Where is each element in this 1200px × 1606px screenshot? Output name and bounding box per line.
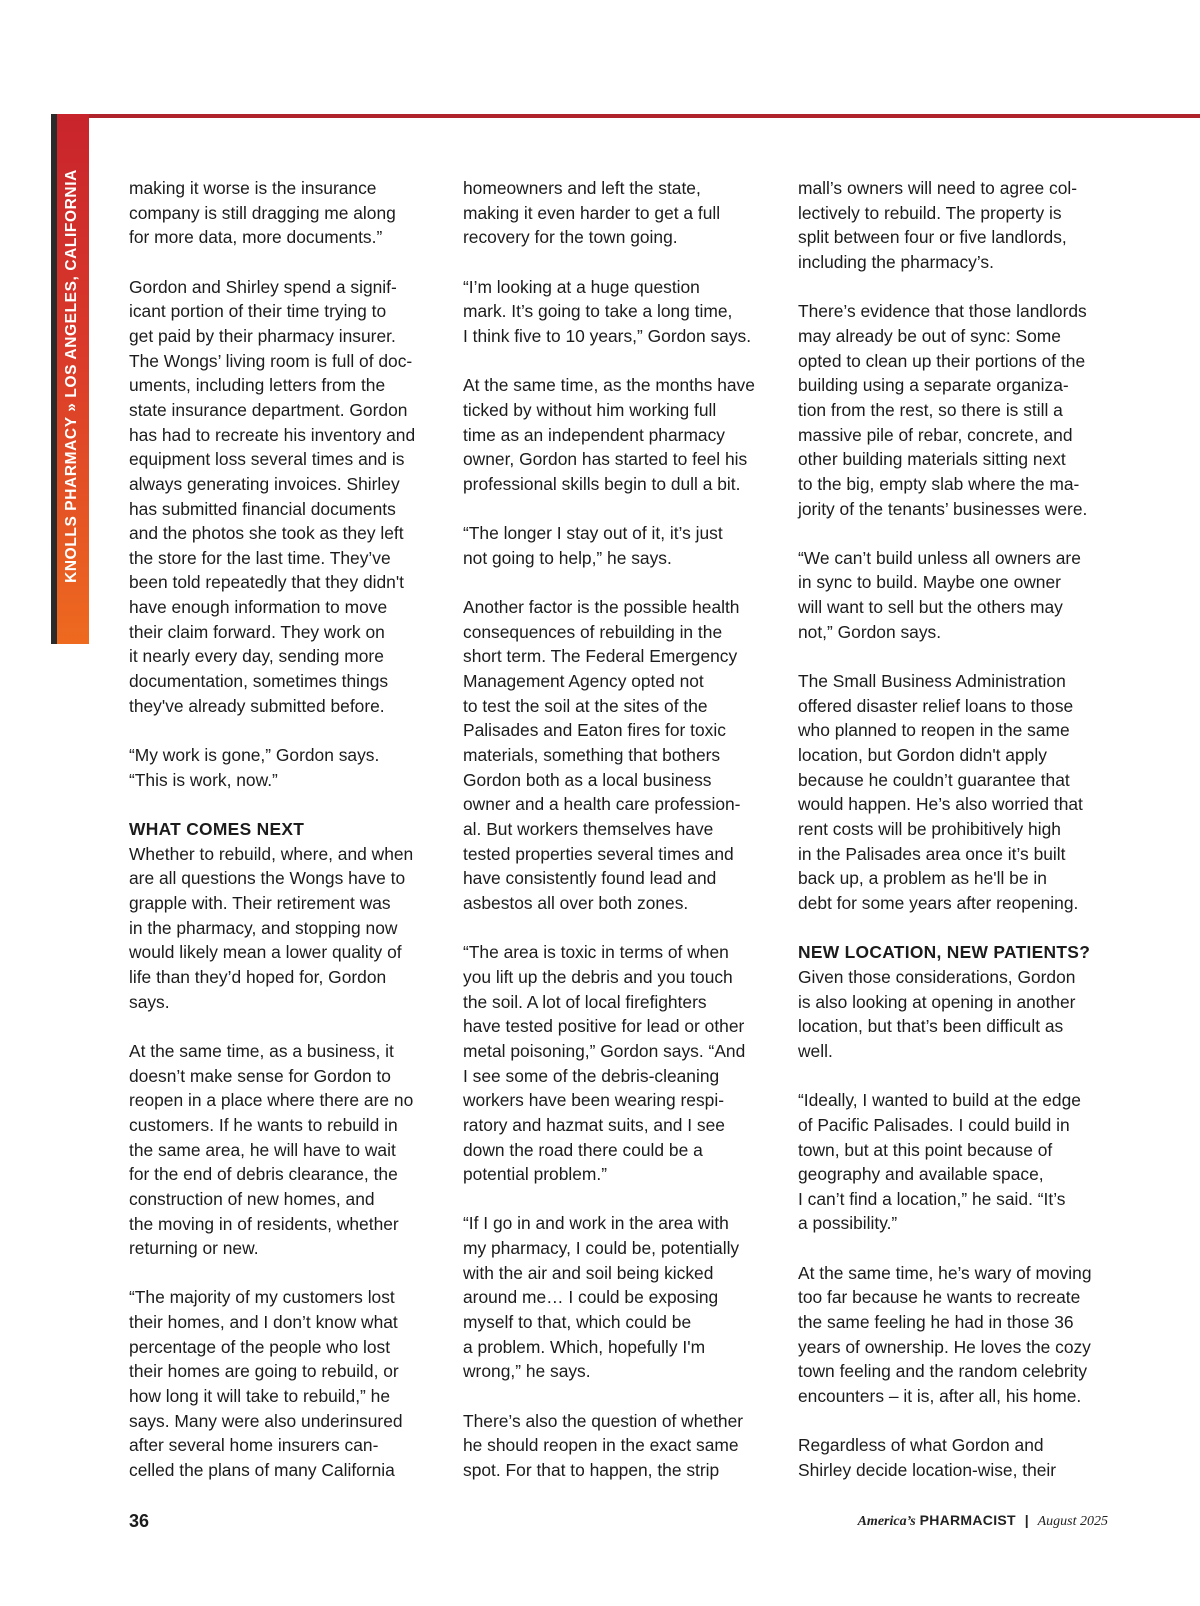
header-rule	[51, 114, 1200, 118]
paragraph: “Ideally, I wanted to build at the edge of Pacific Palisades. I could build in town, but at this point because of geography and available space, I can’t find a location,” he said. “It’s a possibility.”	[798, 1090, 1081, 1234]
paragraph: “The area is toxic in terms of when you lift up the debris and you touch the soil. A lot of local firefighters have tested positive for lead or other metal poisoning,” Gordon says. “And I see some of the debris-cleaning workers have been wearing respi- ratory and hazmat suits, and I see down the road there could be a potential problem.”	[463, 942, 746, 1185]
footer-separator: |	[1024, 1512, 1029, 1528]
paragraph: homeowners and left the state, making it even harder to get a full recovery for the town going.	[463, 178, 721, 248]
paragraph: making it worse is the insurance company is still dragging me along for more data, more documents.”	[129, 178, 396, 248]
magazine-prefix: America’s	[857, 1514, 916, 1529]
paragraph: Given those considerations, Gordon is also looking at opening in another location, but that’s been difficult as well.	[798, 966, 1076, 1061]
paragraph: At the same time, as the months have ticked by without him working full time as an independent pharmacy owner, Gordon has started to feel his professional skills begin to dull a bit.	[463, 375, 755, 494]
paragraph: The Small Business Administration offered disaster relief loans to those who planned to reopen in the same location, but Gordon didn't apply because he couldn’t guarantee that would happen. He’s also worried that rent costs will be prohibitively high in the Palisades area once it’s built back up, a problem as he'll be in debt for some years after reopening.	[798, 671, 1083, 913]
magazine-footer	[858, 1512, 1108, 1530]
article-column-1	[129, 176, 444, 1507]
section-heading: WHAT COMES NEXT	[129, 819, 305, 840]
section-heading: NEW LOCATION, NEW PATIENTS?	[798, 942, 1091, 963]
article-column-2	[463, 176, 778, 1507]
section-tab-edge	[51, 114, 57, 644]
article-column-3	[798, 176, 1113, 1507]
paragraph: Whether to rebuild, where, and when are all questions the Wongs have to grapple with. Their retirement was in the pharmacy, and stopping now would likely mean a lower quality of life than they’d hoped for, Gordon says.	[129, 843, 414, 1012]
paragraph: “My work is gone,” Gordon says. “This is work, now.”	[129, 745, 380, 790]
page-number: 36	[129, 1511, 150, 1531]
magazine-name: PHARMACIST	[919, 1512, 1016, 1528]
paragraph: Regardless of what Gordon and Shirley decide location-wise, their	[798, 1435, 1057, 1481]
paragraph: mall’s owners will need to agree col- lectively to rebuild. The property is split between four or five landlords, including the pharmacy’s.	[798, 178, 1078, 272]
paragraph: At the same time, he’s wary of moving too far because he wants to recreate the same feeling he had in those 36 years of ownership. He loves the cozy town feeling and the random celebrity encounters – it is, after all, his home.	[798, 1262, 1092, 1407]
paragraph: There’s also the question of whether he should reopen in the exact same spot. For that to happen, the strip	[463, 1410, 744, 1481]
paragraph: There’s evidence that those landlords may already be out of sync: Some opted to clean up their portions of the building using a separate organiza- tion from the rest, so there is still a massive pile of rebar, concrete, and other building materials sitting next to the big, empty slab where the ma- jority of the tenants’ businesses were.	[798, 301, 1088, 519]
paragraph: At the same time, as a business, it doesn’t make sense for Gordon to reopen in a place where there are no customers. If he wants to rebuild in the same area, he will have to wait for the end of debris clearance, the construction of new homes, and the moving in of residents, whether returning or new.	[129, 1040, 414, 1259]
section-label: KNOLLS PHARMACY » LOS ANGELES, CALIFORNIA	[63, 169, 80, 583]
paragraph: Another factor is the possible health consequences of rebuilding in the short term. The Federal Emergency Management Agency opted not to test the soil at the sites of the Palisades and Eaton fires for toxic materials, something that bothers Gordon both as a local business owner and a health care profession- al. But workers themselves have tested properties several times and have consistently found lead and asbestos all over both zones.	[463, 597, 741, 913]
paragraph: “The majority of my customers lost their homes, and I don’t know what percentage of the people who lost their homes are going to rebuild, or how long it will take to rebuild,” he says. Many were also underinsured after several home insurers can- celled the plans of many California	[129, 1287, 403, 1481]
issue-date: August 2025	[1037, 1514, 1108, 1529]
paragraph: “The longer I stay out of it, it’s just not going to help,” he says.	[463, 523, 723, 568]
paragraph: “We can’t build unless all owners are in sync to build. Maybe one owner will want to sell but the others may not,” Gordon says.	[798, 547, 1081, 642]
paragraph: “I’m looking at a huge question mark. It’s going to take a long time, I think five to 10 years,” Gordon says.	[463, 276, 752, 346]
paragraph: Gordon and Shirley spend a signif- icant portion of their time trying to get paid by their pharmacy insurer. The Wongs’ living room is full of doc- uments, including letters from the state insurance department. Gordon has had to recreate his inventory and equipment loss several times and is always generating invoices. Shirley has submitted financial documents and the photos she took as they left the store for the last time. They’ve been told repeatedly that they didn't have enough information to move their claim forward. They work on it nearly every day, sending more documentation, sometimes things they've already submitted before.	[129, 276, 416, 716]
paragraph: “If I go in and work in the area with my pharmacy, I could be, potentially with the air and soil being kicked around me… I could be exposing myself to that, which could be a problem. Which, hopefully I'm wrong,” he says.	[463, 1213, 740, 1382]
